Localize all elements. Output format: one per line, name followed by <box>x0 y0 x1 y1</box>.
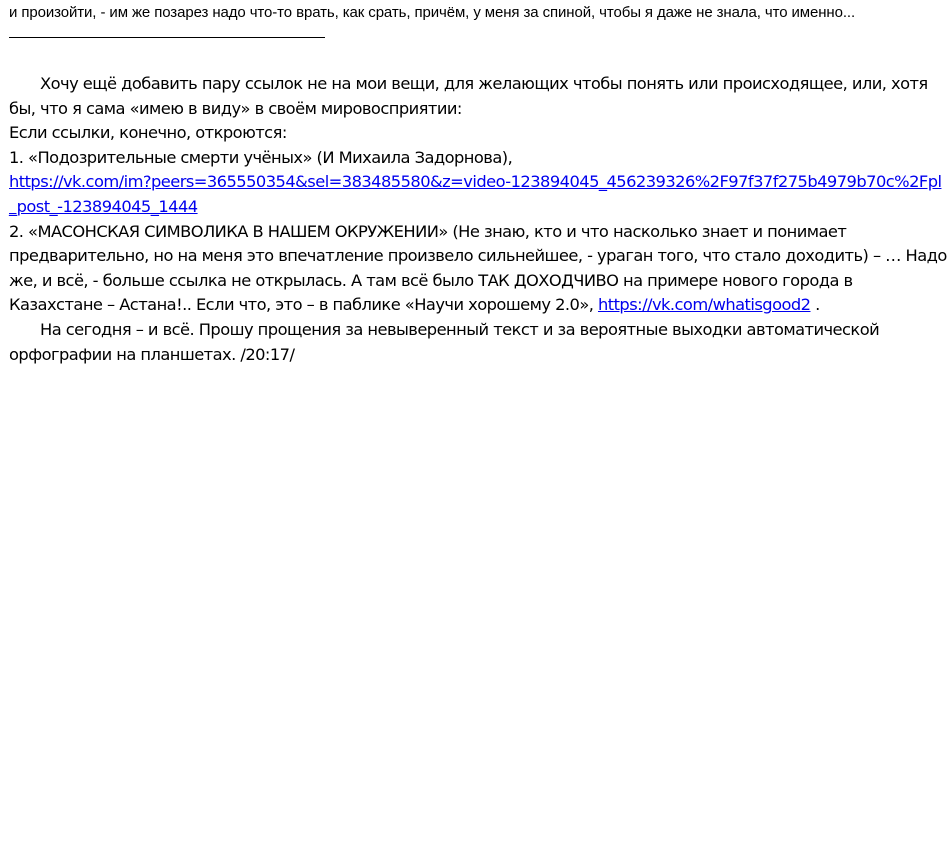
list-item-2-text: 2. «МАСОНСКАЯ СИМВОЛИКА В НАШЕМ ОКРУЖЕНИИ» (Не знаю, кто и что насколько знает и понимает предварительно, но на меня это впечатление произвело сильнейшее, - ураган того, что стало доходить) – … Надо же, и всё, - больше ссылка не открылась. А там всё было ТАК ДОХОДЧИВО на примере нового города в Казахстане – Астана!.. Если что, это – в паблике «Научи хорошему 2.0», <box>9 221 947 315</box>
horizontal-divider <box>9 37 325 38</box>
public-link[interactable]: https://vk.com/whatisgood2 <box>597 295 811 315</box>
list-item-2 <box>9 220 947 318</box>
video-link[interactable]: https://vk.com/im?peers=365550354&sel=383485580&z=video-123894045_456239326%2F97f37f275b4979b70c%2Fpl_post_-123894045_1444 <box>9 172 942 216</box>
list-item-1-text: 1. «Подозрительные смерти учёных» (И Михаила Задорнова), <box>9 147 513 167</box>
list-item-1 <box>9 146 947 220</box>
main-text-block <box>9 72 947 367</box>
links-note: Если ссылки, конечно, откроются: <box>9 123 287 143</box>
top-paragraph: и произойти, - им же позарез надо что-то врать, как срать, причём, у меня за спиной, чтобы я даже не знала, что именно... <box>9 4 856 21</box>
intro-paragraph: Хочу ещё добавить пару ссылок не на мои вещи, для желающих чтобы понять или происходящее, или, хотя бы, что я сама «имею в виду» в своём мировосприятии: <box>9 74 928 118</box>
closing-paragraph: На сегодня – и всё. Прошу прощения за невыверенный текст и за вероятные выходки автоматической орфографии на планшетах. /20:17/ <box>9 319 880 364</box>
document-page <box>9 4 947 367</box>
list-item-2-end: . <box>810 295 820 315</box>
